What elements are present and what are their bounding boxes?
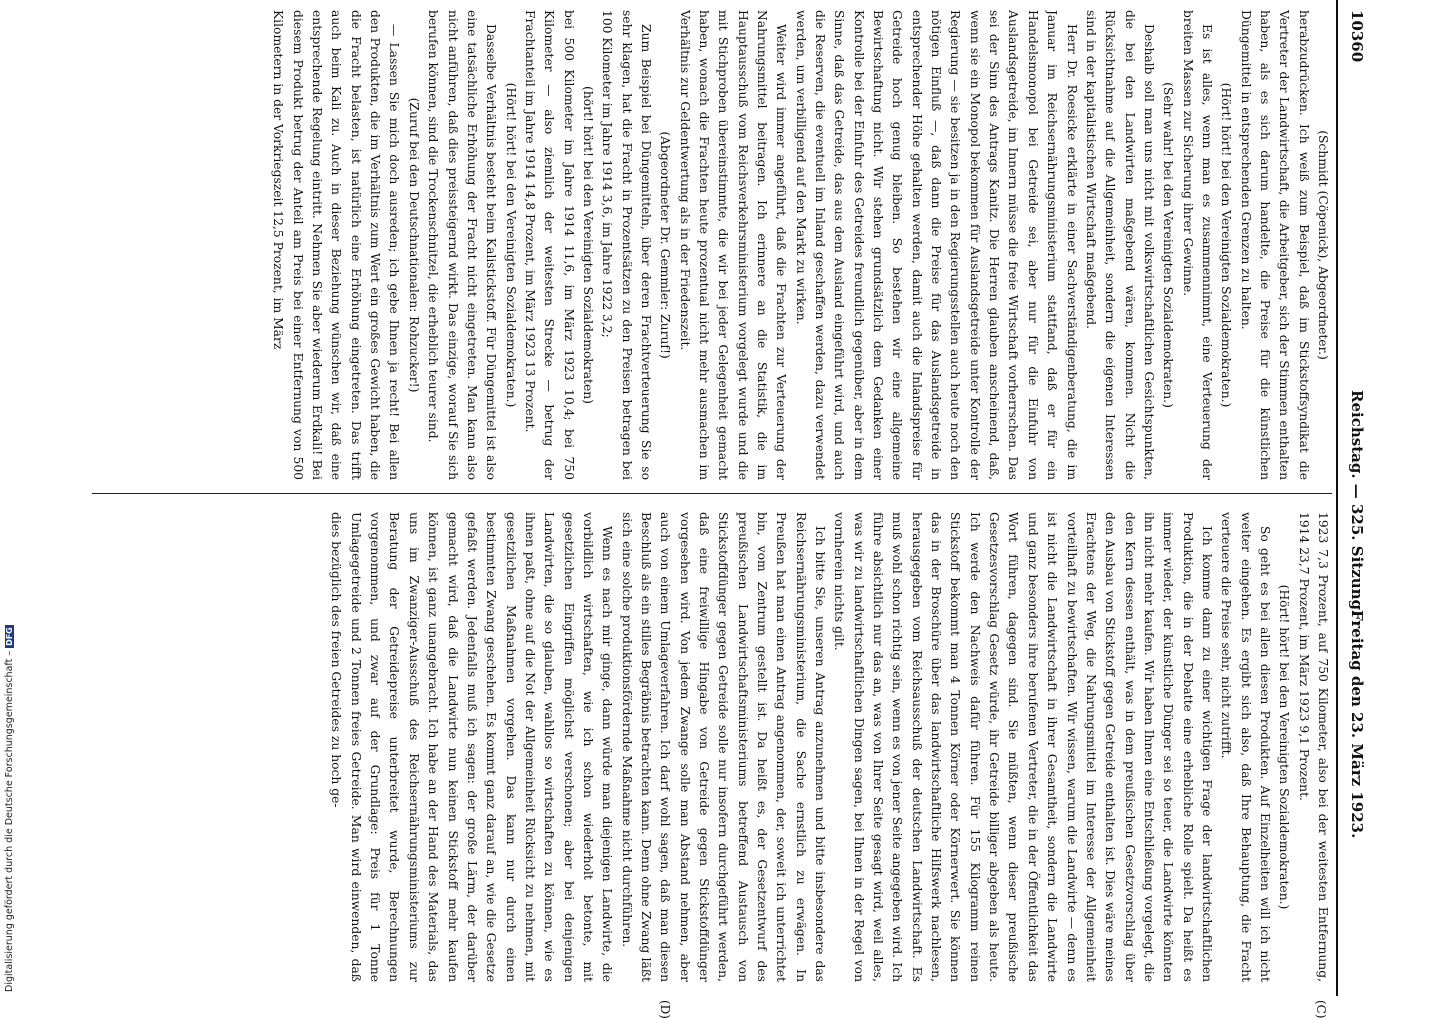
column-divider xyxy=(92,493,1332,494)
right-paragraph: Ich bitte Sie, unseren Antrag anzunehmen und bitte insbesondere das Reichsernährungsministerium, die Sache ernstlich zu erwägen. In Preußen hat man einen Antrag angenommen, der, soweit ich unterrichtet bin, vom Zentrum gestellt ist. Da heißt es, der Gesetzentwurf des preußischen Landwirtschaftsministeriums betreffend Austausch von Stickstoffdünger gegen Getreide solle nur insofern durchgeführt werden, daß eine freiwillige Hingabe von Getreide gegen Stickstoffdünger vorgesehen wird. Von jedem Zwange solle man Abstand nehmen, aber auch von einem Umlageverfahren. Ich darf wohl sagen, daß man diesen Beschluß als ein stilles Begräbnis betrachten kann. Denn ohne Zwang läßt sich eine solche produktionsfördernde Maßnahme nicht durchführen. xyxy=(619,512,828,982)
digitization-footer xyxy=(4,625,15,992)
right-paragraph: Ich komme dann zu einer wichtigen Frage der landwirtschaftlichen Produktion, die in der Debatte eine erhebliche Rolle spielt. Da heißt es immer wieder, der künstliche Dünger sei so teuer, die Landwirte könnten ihn nicht mehr kaufen. Wir haben Ihnen eine Entschließung vorgelegt, die den Kern dessen enthält, was in dem preußischen Gesetzvorschlag über den Ausbau von Stickstoff gegen Getreide enthalten ist. Dies wäre meines Erachtens der Weg, die Nahrungsmittel im Interesse der Allgemeinheit vorteilhaft zu bewirtschaften. Wir wissen, warum die Landwirte — denn es ist nicht die Landwirtschaft in ihrer Gesamtheit, sondern die Landwirte und ganz besonders ihre berufenen Vertreter, die in der Öffentlichkeit das Wort führen, dagegen sind. Sie müßten, wenn dieser preußische Gesetzesvorschlag Gesetz würde, ihr Getreide billiger abgeben als heute. Ich werde den Nachweis dafür führen. Für 155 Kilogramm reinen Stickstoff bekommt man 4 Tonnen Körner oder Körnerwert. Sie können das in der Broschüre über das landwirtschaftliche Hilfswerk nachlesen, herausgegeben vom Reichsausschuß der deutschen Landwirtschaft. Es muß wohl schon richtig sein, wenn es von jener Seite angegeben wird. Ich führe absichtlich nur das an, was von Ihrer Seite gesagt wird, weil alles, was wir zu landwirtschaftlichen Dingen sagen, bei Ihnen in der Regel von vornherein nichts gilt. xyxy=(832,512,1214,982)
left-paragraph: (Zuruf bei den Deutschnationalen: Rohzucker!) xyxy=(406,97,421,393)
left-paragraph: (Hört! hört! bei den Vereinigten Sozialdemokraten.) xyxy=(503,82,518,408)
left-paragraph: (Hört! hört! bei den Vereinigten Sozialdemokraten.) xyxy=(1219,82,1234,408)
rotated-page-content xyxy=(72,0,1372,1019)
dfg-logo: DFG xyxy=(5,627,14,646)
header-session: Reichstag. — 325. Sitzung. xyxy=(1348,390,1366,616)
header-date: Freitag den 23. März 1923. xyxy=(1348,610,1366,839)
margin-marker-c: (C) xyxy=(1314,1000,1328,1019)
left-paragraph: Es ist alles, wenn man es zusammennimmt, eine Verteuerung der breiten Massen zur Sicherung ihrer Gewinne. xyxy=(1180,10,1214,480)
left-text-column xyxy=(74,10,1332,480)
right-paragraph: So geht es bei allen diesen Produkten. Auf Einzelheiten will ich nicht weiter eingehen. Es ergibt sich also, daß Ihre Behauptung, die Fracht verteuere die Preise sehr, nicht zutrifft. xyxy=(1219,512,1272,982)
left-paragraph: (Abgeordneter Dr. Gemmler: Zuruf!) xyxy=(658,131,673,359)
left-paragraph: (Sehr wahr! bei den Vereinigten Sozialdemokraten.) xyxy=(1161,82,1176,408)
right-paragraph: Wenn es nach mir ginge, dann würde man diejenigen Landwirte, die vorbildlich wirtschaften, wie ich schon wiederholt betonte, mit gesetzlichen Eingriffen möglichst verschonen; aber bei denjenigen Landwirten, die so glauben, wahllos so wirtschaften zu können, wie es ihnen paßt, ohne auf die Not der Allgemeinheit Rücksicht zu nehmen, mit gesetzlichen Maßnahmen vorgehen. Das kann nur durch einen bestimmten Zwang geschehen. Es kommt ganz darauf an, wie die Gesetze gefaßt werden. Jedenfalls muß ich sagen: der große Lärm, der darüber gemacht wird, daß die Landwirte nun keinen Stickstoff mehr kaufen können, ist ganz unangebracht. Ich habe an der Hand des Materials, das uns im Zwanziger-Ausschuß des Reichsernährungsministeriums zur Beratung der Getreidepreise unterbreitet wurde, Berechnungen vorgenommen, und zwar auf der Grundlage: Preis für 1 Tonne Umlagegetreide und 2 Tonnen freies Getreide. Man wird einwenden, daß dies bezüglich des freien Getreides zu hoch ge- xyxy=(329,512,615,982)
page-number: 10360 xyxy=(1348,10,1366,63)
left-paragraph: Herr Dr. Roesicke erklärte in einer Sachverständigenberatung, die im Januar im Reichsernährungsministerium stattfand, daß er für ein Handelsmonopol bei Getreide sei, aber nur für die Einfuhr von Auslandsgetreide, im Innern müsse die freie Wirtschaft vorherrschen. Das sei der Sinn des Antrags Kanitz. Die Herren glauben anscheinend, daß, wenn sie ein Monopol bekommen für Auslandsgetreide unter Kontrolle der Regierung — sie besitzen ja in den Regierungsstellen auch heute noch den nötigen Einfluß —, daß dann die Preise für das Auslandsgetreide in entsprechender Höhe gehalten werden, damit auch die Inlandspreise für Getreide hoch genug bleiben. So bestehen wir eine allgemeine Bewirtschaftung nicht. Wir stehen grundsätzlich dem Gedanken einer Kontrolle bei der Einfuhr des Getreides freundlich gegenüber, aber in dem Sinne, daß das Getreide, das aus dem Ausland eingeführt wird, und auch die Reserven, die eventuell im Inland geschaffen werden, dazu verwendet werden, um verbilligend auf den Markt zu wirken. xyxy=(793,10,1079,480)
right-paragraph: 1923 7,3 Prozent, auf 750 Kilometer, also bei der weitesten Entfernung, 1914 23,7 Prozent, im März 1923 9,1 Prozent. xyxy=(1296,512,1330,982)
left-paragraph: (Schmidt (Cöpenick), Abgeordneter.) xyxy=(1316,130,1330,360)
left-paragraph: Weiter wird immer angeführt, daß die Frachten zur Verteuerung der Nahrungsmittel beitragen. Ich erinnere an die Statistik, die im Hauptausschuß vom Reichsverkehrsministerium vorgelegt wurde und die mit Stichproben übereinstimmte, die wir bei jeder Gelegenheit gemacht haben, wonach die Frachten heute prozentual nicht mehr ausmachen im Verhältnis zur Geldentwertung als in der Friedenszeit. xyxy=(677,10,789,480)
left-paragraph: Zum Beispiel bei Düngemitteln, über deren Frachtverteuerung Sie so sehr klagen, hat die Fracht in Prozentsätzen zu den Preisen betragen bei 100 Kilometer im Jahre 1914 3,6, im Jahre 1922 3,2; xyxy=(600,10,653,480)
left-paragraph: (hört! hört! bei den Vereinigten Sozialdemokraten) xyxy=(580,86,595,404)
left-paragraph: Deshalb soll man uns nicht mit volkswirtschaftlichen Gesichtspunkten, die bei den Landwirten maßgebend wären, kommen. Nicht die Rücksichtnahme auf die Allgemeinheit, sondern die eigenen Interessen sind in der kapitalistischen Wirtschaft maßgebend. xyxy=(1083,10,1156,480)
footer-text: Digitalisierung gefördert durch die Deutsche Forschungsgemeinschaft – xyxy=(4,650,15,992)
left-paragraph: bei 500 Kilometer im Jahre 1914 11,6, im März 1923 10,4; bei 750 Kilometer — also ziemlich der weitesten Strecke — betrug der Frachtanteil im Jahre 1914 14,8 Prozent, im März 1923 13 Prozent. xyxy=(522,10,576,480)
header-rule xyxy=(1336,0,1338,996)
running-header xyxy=(1340,0,1372,996)
left-paragraph: — Lassen Sie mich doch ausreden; ich gebe Ihnen ja recht! Bei allen den Produkten, die im Verhältnis zum Wert ein großes Gewicht haben, die die Fracht belasten, ist natürlich eine Erhöhung eingetreten. Das trifft auch beim Kali zu. Auch in dieser Beziehung wünschen wir, daß eine entsprechende Regelung eintritt. Nehmen Sie aber wiederum Erdkali! Bei diesem Produkt betrug der Anteil am Preis bei einer Entfernung von 500 Kilometern in der Vorkriegszeit 12,5 Prozent, im März xyxy=(271,10,402,480)
right-paragraph: (Hört! hört! bei den Vereinigten Sozialdemokraten.) xyxy=(1277,584,1292,910)
left-paragraph: Dasselbe Verhältnis besteht beim Kalistickstoff. Für Düngemittel ist also eine tatsächliche Erhöhung der Fracht nicht eingetreten. Man kann also nicht anführen, daß dies preissteigernd wirkt. Das einzige, worauf Sie sich berufen können, sind die Trockenschnitzel, die erheblich teurer sind. xyxy=(426,10,499,480)
margin-marker-d: (D) xyxy=(658,1000,672,1019)
right-text-column xyxy=(74,512,1332,982)
left-paragraph: herabzudrücken. Ich weiß zum Beispiel, daß im Stickstoffsyndikat die Vertreter der Landwirtschaft, die Arbeitgeber, sich der Stimmen enthalten haben, als es sich darum handelte, die Preise für die künstlichen Düngemittel in entsprechenden Grenzen zu halten. xyxy=(1238,10,1311,480)
